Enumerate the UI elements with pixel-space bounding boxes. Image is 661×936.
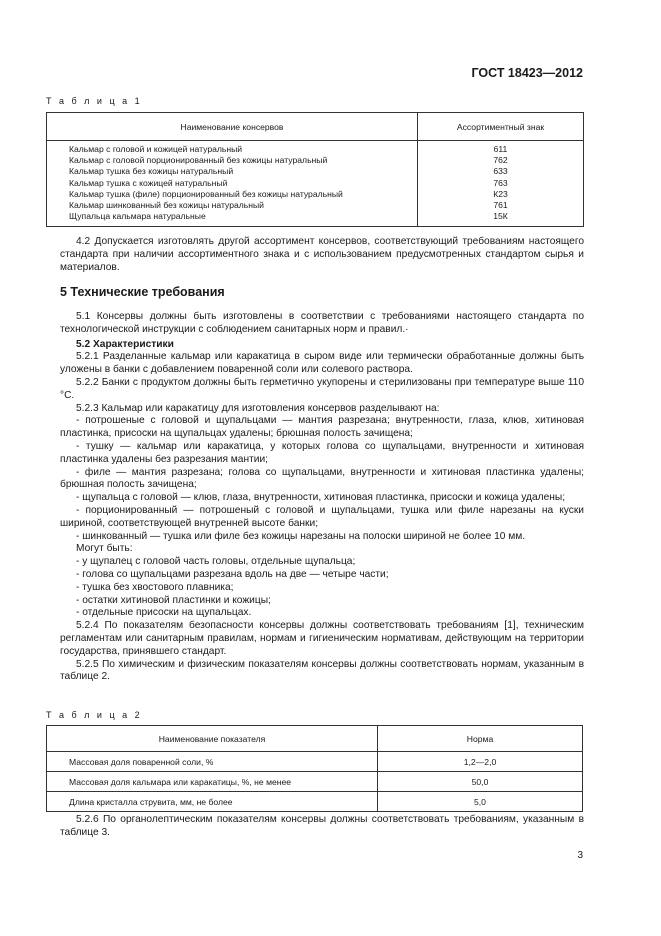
table-cell: Массовая доля поваренной соли, % (47, 752, 378, 772)
paragraph-5-2-1: 5.2.1 Разделанные кальмар или каракатица в сыром виде или термически обработанные должны быть уложены в банки с добавлением поваренной соли или солевого раствора. (60, 351, 584, 376)
section-5-body (60, 311, 584, 684)
paragraph-5-1: 5.1 Консервы должны быть изготовлены в соответствии с требованиями настоящего стандарта по технологической инструкции с соблюдением санитарных норм и правил.· (60, 311, 584, 335)
paragraph-5-2-4: 5.2.4 По показателям безопасности консервы должны соответствовать требованиям [1], техническим регламентам или санитарным правилам, нормам и гигиеническим нормативам, действующим на территории государства, принявшего стандарт. (60, 620, 584, 657)
table2-header-norm: Норма (378, 726, 583, 752)
section-5-title: 5 Технические требования (60, 285, 225, 299)
list-item: - тушку — кальмар или каракатица, у которых голова со щупальцами, внутренности и хитиновая пластинка удалены без разрезания мантии; (60, 440, 584, 465)
table-row: Щупальца кальмара натуральные (69, 211, 206, 222)
table-cell: 762 (493, 155, 508, 166)
table-cell: 1,2—2,0 (378, 752, 583, 772)
table-row (47, 752, 583, 772)
page-number: 3 (577, 850, 583, 861)
table1-header-name: Наименование консервов (47, 113, 418, 141)
paragraph-5-2-6: 5.2.6 По органолептическим показателям консервы должны соответствовать требованиям, указанным в таблице 3. (60, 814, 584, 838)
table-cell: 633 (493, 166, 508, 177)
table-cell: 761 (493, 199, 508, 210)
paragraph-5-2-5: 5.2.5 По химическим и физическим показателям консервы должны соответствовать нормам, указанным в таблице 2. (60, 658, 584, 683)
table1-caption: Т а б л и ц а 1 (46, 96, 143, 106)
table-row: Кальмар тушка без кожицы натуральный (69, 166, 234, 177)
list-item: - тушка без хвостового плавника; (76, 581, 234, 593)
table1-header-code: Ассортиментный знак (418, 113, 584, 141)
table-row (47, 772, 583, 792)
paragraph-5-2-3: 5.2.3 Кальмар или каракатицу для изготовления консервов разделывают на: (76, 402, 440, 414)
table2-header-name: Наименование показателя (47, 726, 378, 752)
table-cell: К23 (493, 188, 508, 199)
table1-names-cell (47, 141, 418, 227)
table-row: Кальмар с головой и кожицей натуральный (69, 144, 243, 154)
table-cell: Массовая доля кальмара или каракатицы, %, не менее (47, 772, 378, 792)
table-row: Кальмар тушка с кожицей натуральный (69, 177, 228, 188)
paragraph-5-2-2: 5.2.2 Банки с продуктом должны быть герметично укупорены и стерилизованы при температуре выше 110 °С. (60, 376, 584, 401)
table-row: Кальмар с головой порционированный без кожицы натуральный (69, 155, 328, 166)
table1-codes-cell (418, 141, 584, 227)
table2 (46, 725, 583, 812)
table1 (46, 112, 584, 227)
list-item: - потрошеные с головой и щупальцами — мантия разрезана; внутренности, глаза, клюв, хитиновая пластинка, присоски на щупальцах удалены; брюшная полость зачищена; (60, 415, 584, 440)
table-cell: 763 (493, 177, 508, 188)
list-item: - шинкованный — тушка или филе без кожицы нарезаны на полоски шириной не более 10 мм. (76, 530, 526, 542)
list-item: - порционированный — потрошеный с головой и щупальцами, тушка или филе нарезаны на куски шириной, соответствующей внутренней высоте банки; (60, 504, 584, 529)
table-row: Кальмар шинкованный без кожицы натуральный (69, 199, 264, 210)
list-item: - остатки хитиновой пластинки и кожицы; (76, 594, 271, 606)
table-cell: 15К (493, 211, 508, 222)
may-be-label: Могут быть: (76, 543, 133, 555)
paragraph-4-2: 4.2 Допускается изготовлять другой ассортимент консервов, соответствующий требованиям настоящего стандарта при наличии ассортиментного знака и с использованием предусмотренных стандартом сырья и материалов. (60, 236, 584, 273)
table-row (47, 792, 583, 812)
list-item: - щупальца с головой — клюв, глаза, внутренности, хитиновая пластинка, присоски и кожица удалены; (76, 492, 566, 504)
subsection-5-2-title: 5.2 Характеристики (76, 338, 174, 350)
list-item: - у щупалец с головой часть головы, отдельные щупальца; (76, 556, 356, 568)
table-cell: 5,0 (378, 792, 583, 812)
table-cell: 611 (493, 144, 508, 154)
table-row: Кальмар тушка (филе) порционированный без кожицы натуральный (69, 188, 343, 199)
list-item: - отдельные присоски на щупальцах. (76, 607, 252, 619)
table-cell: Длина кристалла струвита, мм, не более (47, 792, 378, 812)
standard-number: ГОСТ 18423—2012 (471, 66, 583, 80)
list-item: - филе — мантия разрезана; голова со щупальцами, внутренности и хитиновая пластинка удалены; брюшная полость зачищена; (60, 466, 584, 491)
list-item: - голова со щупальцами разрезана вдоль на две — четыре части; (76, 568, 389, 580)
table-cell: 50,0 (378, 772, 583, 792)
table2-caption: Т а б л и ц а 2 (46, 710, 143, 720)
